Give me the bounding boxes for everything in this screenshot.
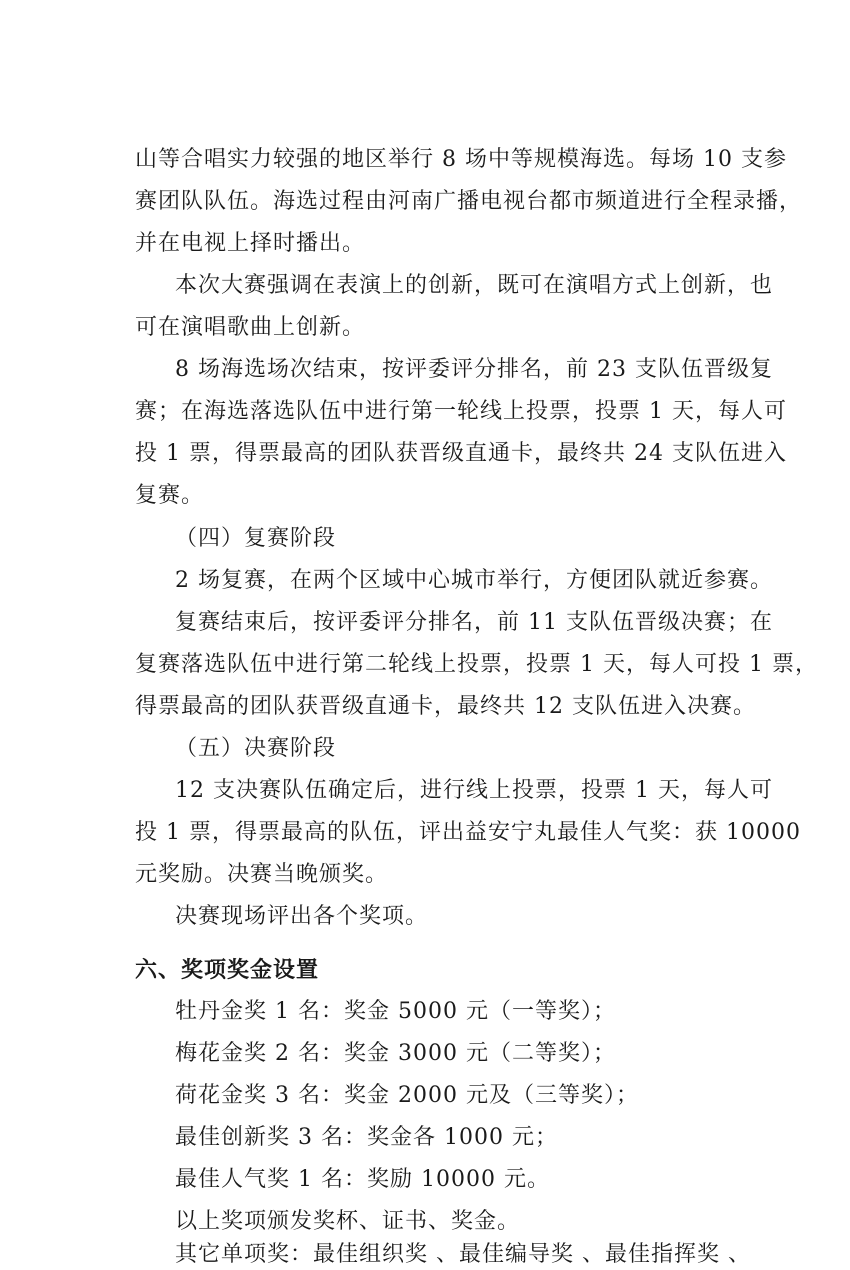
section-subheading: （四）复赛阶段 [175,526,337,551]
paragraph-line: 复赛结束后，按评委评分排名，前 11 支队伍晋级决赛；在 [175,610,773,635]
paragraph-line: 赛；在海选落选队伍中进行第一轮线上投票，投票 1 天，每人可 [135,399,787,424]
paragraph-line: 赛团队队伍。海选过程由河南广播电视台都市频道进行全程录播， [135,189,803,214]
award-line: 最佳人气奖 1 名：奖励 10000 元。 [175,1167,550,1192]
award-line: 牡丹金奖 1 名：奖金 5000 元（一等奖）； [175,999,616,1024]
section-heading: 六、奖项奖金设置 [135,957,320,983]
paragraph-line: 以上奖项颁发奖杯、证书、奖金。 [175,1209,521,1234]
paragraph-line: 投 1 票，得票最高的队伍，评出益安宁丸最佳人气奖：获 10000 [135,820,801,845]
paragraph-line: 并在电视上择时播出。 [135,231,366,256]
paragraph-line: 12 支决赛队伍确定后，进行线上投票，投票 1 天，每人可 [175,778,773,803]
award-line: 梅花金奖 2 名：奖金 3000 元（二等奖）； [175,1041,616,1066]
paragraph-line: 元奖励。决赛当晚颁奖。 [135,862,389,887]
paragraph-line: 其它单项奖：最佳组织奖 、最佳编导奖 、最佳指挥奖 、 [175,1242,751,1267]
paragraph-line: 2 场复赛，在两个区域中心城市举行，方便团队就近参赛。 [175,568,773,593]
award-line: 荷花金奖 3 名：奖金 2000 元及（三等奖）； [175,1083,639,1108]
paragraph-line: 投 1 票，得票最高的团队获晋级直通卡，最终共 24 支队伍进入 [135,441,787,466]
paragraph-line: 本次大赛强调在表演上的创新，既可在演唱方式上创新，也 [175,273,774,298]
paragraph-line: 山等合唱实力较强的地区举行 8 场中等规模海选。每场 10 支参 [135,147,787,172]
paragraph-line: 8 场海选场次结束，按评委评分排名，前 23 支队伍晋级复 [175,357,773,382]
section-subheading: （五）决赛阶段 [175,736,337,761]
paragraph-line: 复赛。 [135,483,205,508]
award-line: 最佳创新奖 3 名：奖金各 1000 元； [175,1125,558,1150]
paragraph-line: 决赛现场评出各个奖项。 [175,904,429,929]
paragraph-line: 复赛落选队伍中进行第二轮线上投票，投票 1 天，每人可投 1 票， [135,652,818,677]
paragraph-line: 可在演唱歌曲上创新。 [135,315,366,340]
paragraph-line: 得票最高的团队获晋级直通卡，最终共 12 支队伍进入决赛。 [135,694,756,719]
